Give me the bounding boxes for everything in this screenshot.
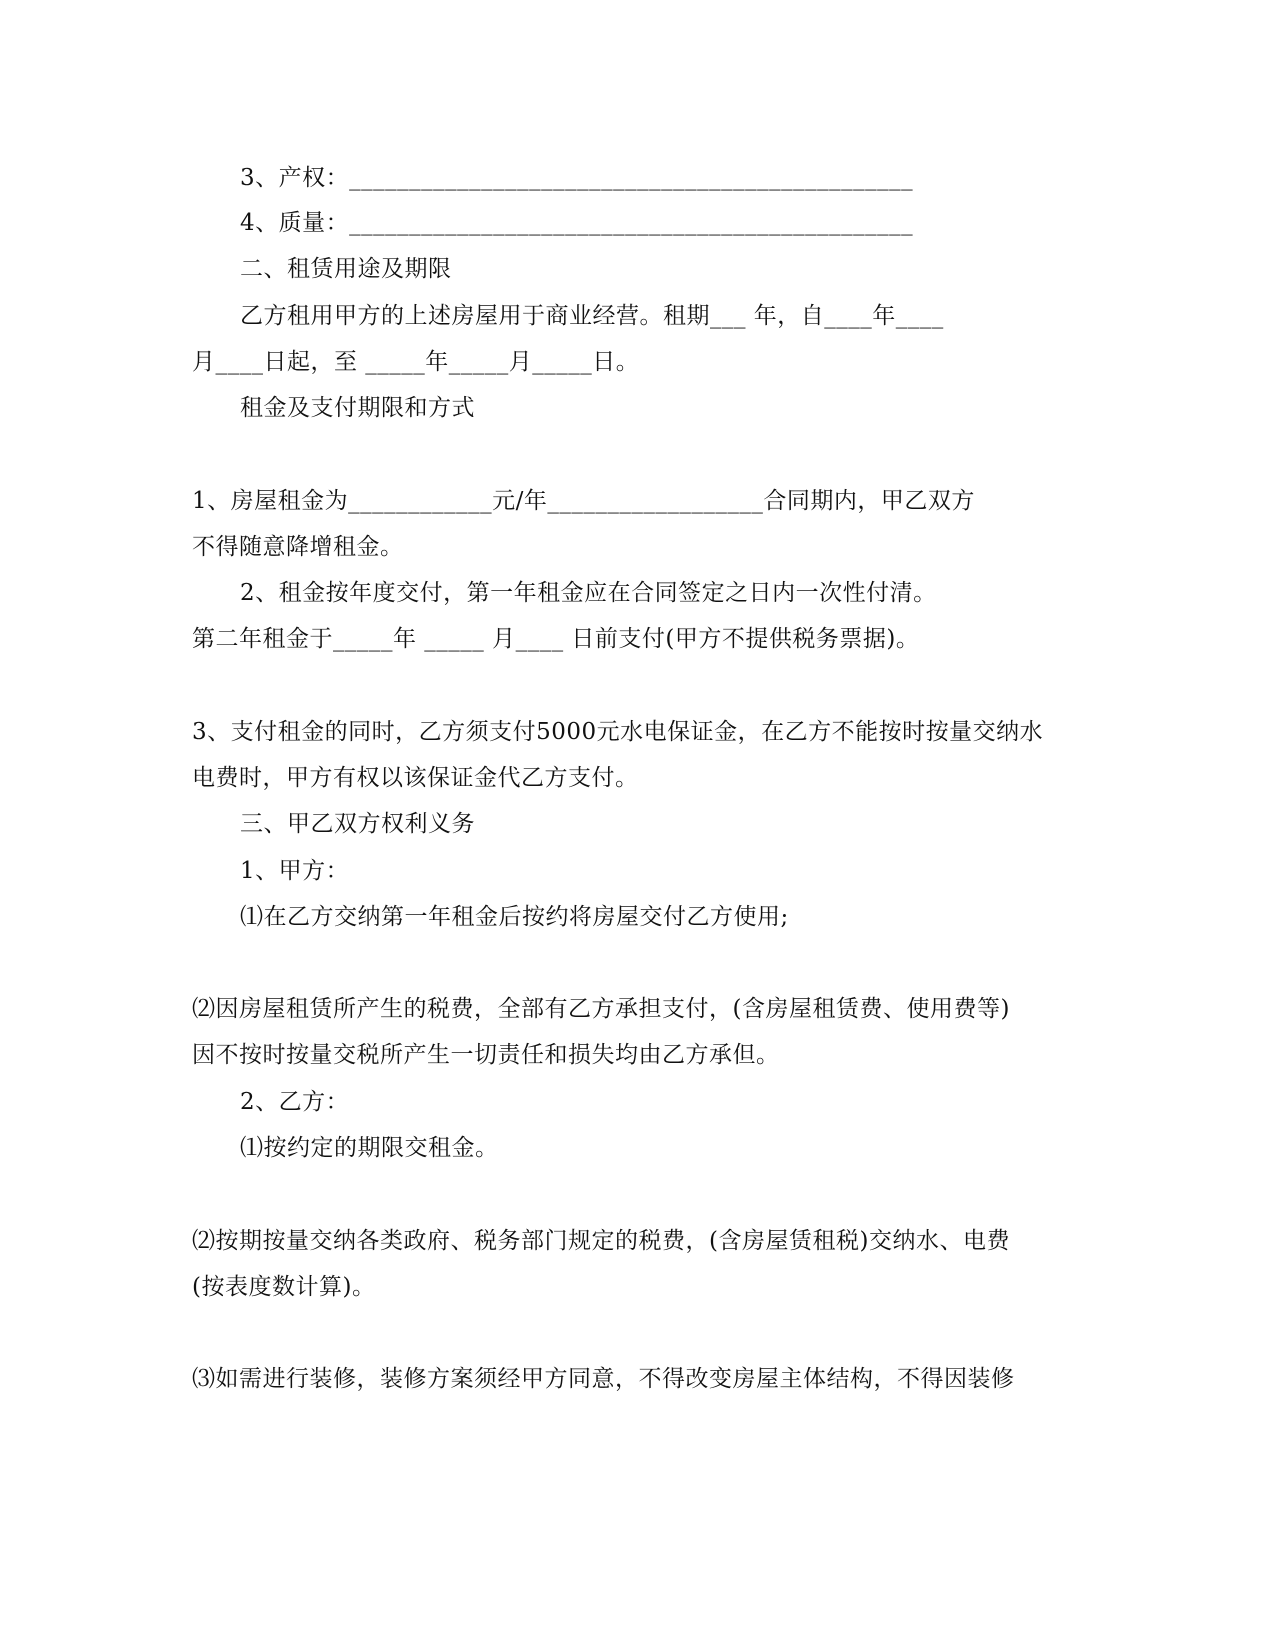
clause-rent-amount: 1、房屋租金为____________元/年__________________合同期内，甲乙双方 (192, 488, 975, 514)
clause-rent-annual: 2、租金按年度交付，第一年租金应在合同签定之日内一次性付清。 (240, 580, 937, 606)
clause-deposit: 3、支付租金的同时，乙方须支付5000元水电保证金，在乙方不能按时按量交纳水 (192, 719, 1044, 745)
section-heading-usage-term: 二、租赁用途及期限 (240, 256, 452, 282)
clause-rent-amount-cont: 不得随意降增租金。 (192, 534, 404, 560)
party-a-item-2: ⑵因房屋租赁所产生的税费，全部有乙方承担支付，(含房屋租赁费、使用费等) (192, 996, 1010, 1022)
party-b-item-2: ⑵按期按量交纳各类政府、税务部门规定的税费，(含房屋赁租税)交纳水、电费 (192, 1228, 1010, 1254)
party-b-item-2-cont: (按表度数计算)。 (192, 1274, 376, 1300)
section-heading-rent-payment: 租金及支付期限和方式 (240, 395, 475, 421)
paragraph-lease-term: 乙方租用甲方的上述房屋用于商业经营。租期___ 年，自____年____ (240, 303, 944, 329)
party-a-item-2-cont: 因不按时按量交税所产生一切责任和损失均由乙方承但。 (192, 1042, 780, 1068)
subheading-party-a: 1、甲方： (240, 858, 350, 884)
paragraph-lease-term-cont: 月____日起，至 _____年_____月_____日。 (192, 349, 640, 375)
subheading-party-b: 2、乙方： (240, 1089, 350, 1115)
clause-property-rights: 3、产权：_______________________________________________ (240, 165, 914, 191)
clause-deposit-cont: 电费时，甲方有权以该保证金代乙方支付。 (192, 765, 639, 791)
party-b-item-1: ⑴按约定的期限交租金。 (240, 1135, 499, 1161)
clause-rent-annual-cont: 第二年租金于_____年 _____ 月____ 日前支付(甲方不提供税务票据)。 (192, 626, 920, 652)
party-b-item-3: ⑶如需进行装修，装修方案须经甲方同意，不得改变房屋主体结构，不得因装修 (192, 1366, 1015, 1392)
party-a-item-1: ⑴在乙方交纳第一年租金后按约将房屋交付乙方使用; (240, 904, 789, 930)
clause-quality: 4、质量：_______________________________________________ (240, 210, 914, 236)
section-heading-rights-obligations: 三、甲乙双方权利义务 (240, 811, 475, 837)
